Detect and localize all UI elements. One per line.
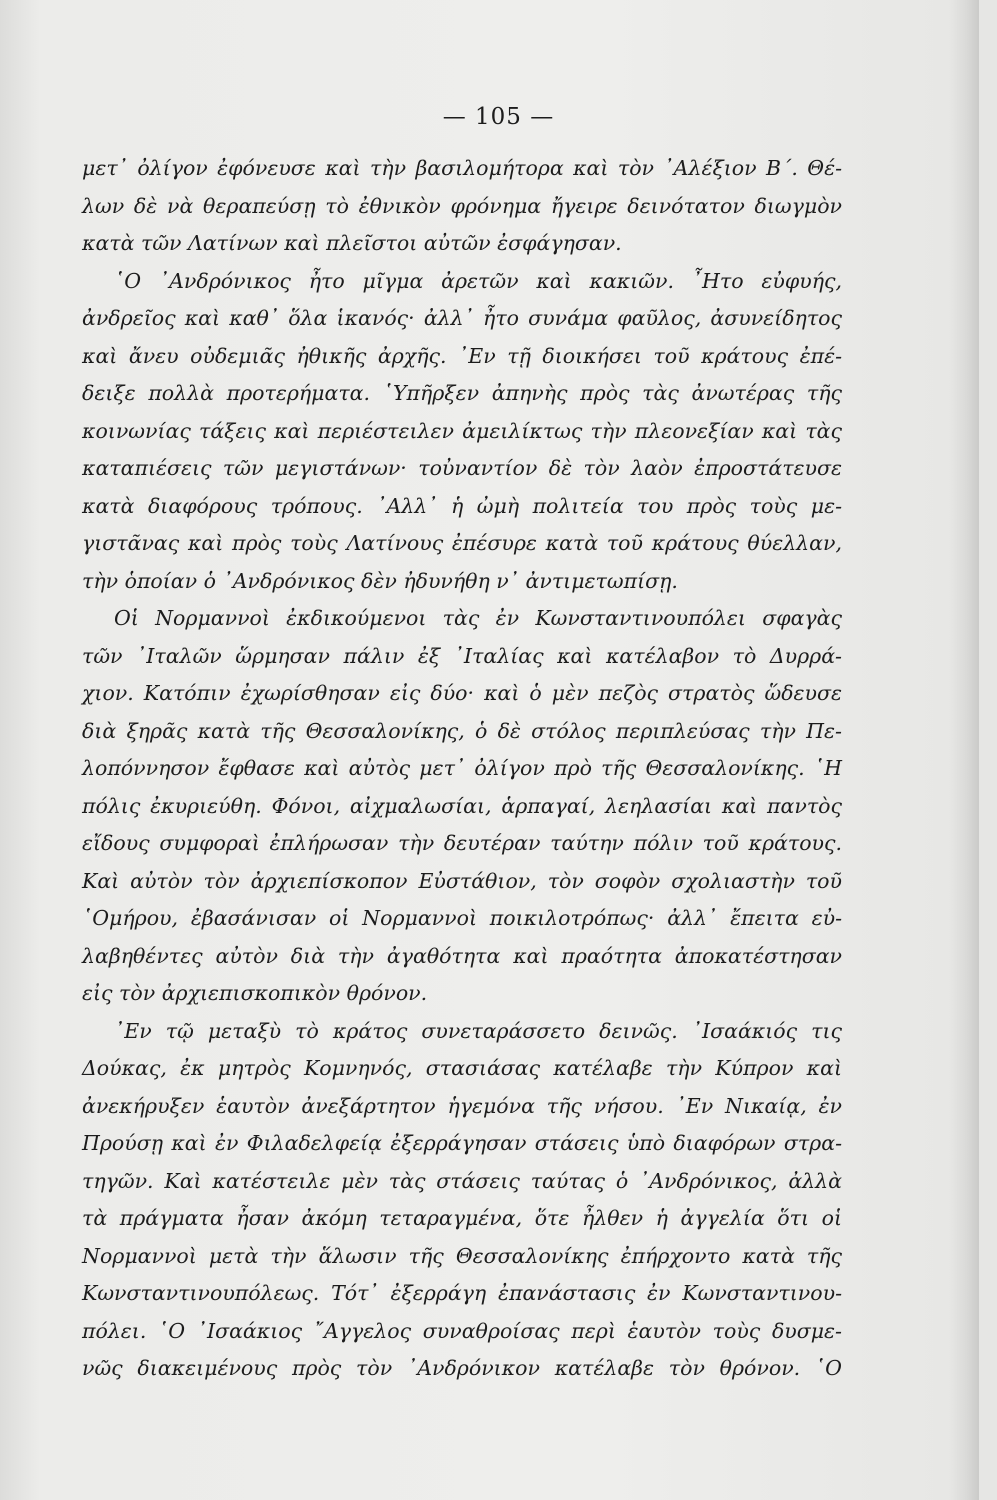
page-number: — 105 — [442,104,555,130]
body-text [82,150,842,1388]
text-line: Νορμαννοὶ μετὰ τὴν ἅλωσιν τῆς Θεσσαλονίκης ἐπήρχοντο κατὰ τῆς [82,1243,842,1268]
text-line: τὴν ὁποίαν ὁ ᾽Ανδρόνικος δὲν ἠδυνήθη ν᾽ ἀντιμετωπίσῃ. [82,568,678,593]
text-line: νῶς διακειμένους πρὸς τὸν ᾽Ανδρόνικον κατέλαβε τὸν θρόνον. ῾Ο [82,1356,842,1380]
text-line: ἀνεκήρυξεν ἑαυτὸν ἀνεξάρτητον ἡγεμόνα τῆς νήσου. ᾽Εν Νικαίᾳ, ἐν [82,1093,842,1118]
text-line: ᾽Εν τῷ μεταξὺ τὸ κράτος συνεταράσσετο δεινῶς. ᾽Ισαάκιός τις [114,1018,842,1043]
text-line: καταπιέσεις τῶν μεγιστάνων· τοὐναντίον δὲ τὸν λαὸν ἐπροστάτευσε [82,456,842,480]
text-line: τὰ πράγματα ἦσαν ἀκόμη τεταραγμένα, ὅτε ἦλθεν ἡ ἀγγελία ὅτι οἱ [82,1206,842,1230]
text-line: ῾Ο ᾽Ανδρόνικος ἦτο μῖγμα ἀρετῶν καὶ κακιῶν. ῏Ητο εὐφυής, [114,268,842,293]
text-line: γιστᾶνας καὶ πρὸς τοὺς Λατίνους ἐπέσυρε κατὰ τοῦ κράτους θύελλαν, [82,531,842,555]
text-line: Κωνσταντινουπόλεως. Τότ᾽ ἐξερράγη ἐπανάστασις ἐν Κωνσταντινου- [82,1281,842,1305]
text-line: κατὰ τῶν Λατίνων καὶ πλεῖστοι αὐτῶν ἐσφάγησαν. [82,231,622,255]
text-line: πόλει. ῾Ο ᾽Ισαάκιος ῎Αγγελος συναθροίσας περὶ ἑαυτὸν τοὺς δυσμε- [82,1318,842,1343]
text-line: λοπόννησον ἔφθασε καὶ αὐτὸς μετ᾽ ὀλίγον πρὸ τῆς Θεσσαλονίκης. ῾Η [82,756,842,780]
text-line: χιον. Κατόπιν ἐχωρίσθησαν εἰς δύο· καὶ ὁ μὲν πεζὸς στρατὸς ὥδευσε [82,681,842,705]
text-line: κοινωνίας τάξεις καὶ περιέστειλεν ἀμειλίκτως τὴν πλεονεξίαν καὶ τὰς [82,418,842,443]
text-line: καὶ ἄνευ οὐδεμιᾶς ἠθικῆς ἀρχῆς. ᾽Εν τῇ διοικήσει τοῦ κράτους ἐπέ- [82,343,842,368]
text-line: διὰ ξηρᾶς κατὰ τῆς Θεσσαλονίκης, ὁ δὲ στόλος περιπλεύσας τὴν Πε- [82,718,842,743]
text-line: μετ᾽ ὀλίγον ἐφόνευσε καὶ τὴν βασιλομήτορα καὶ τὸν ᾽Αλέξιον Β΄. Θέ- [82,156,842,180]
text-line: Οἱ Νορμαννοὶ ἐκδικούμενοι τὰς ἐν Κωνσταντινουπόλει σφαγὰς [114,606,842,630]
text-line: τηγῶν. Καὶ κατέστειλε μὲν τὰς στάσεις ταύτας ὁ ᾽Ανδρόνικος, ἀλλὰ [82,1168,842,1193]
text-line: πόλις ἐκυριεύθη. Φόνοι, αἰχμαλωσίαι, ἁρπαγαί, λεηλασίαι καὶ παντὸς [82,793,842,818]
text-line: λων δὲ νὰ θεραπεύσῃ τὸ ἐθνικὸν φρόνημα ἤγειρε δεινότατον διωγμὸν [82,193,842,218]
text-line: εἰς τὸν ἀρχιεπισκοπικὸν θρόνον. [82,981,428,1005]
page-edge-shadow [949,0,979,1500]
text-line: λαβηθέντες αὐτὸν διὰ τὴν ἀγαθότητα καὶ πραότητα ἀποκατέστησαν [82,943,842,968]
text-line: ἀνδρεῖος καὶ καθ᾽ ὅλα ἱκανός· ἀλλ᾽ ἦτο συνάμα φαῦλος, ἀσυνείδητος [82,306,842,330]
text-line: τῶν ᾽Ιταλῶν ὥρμησαν πάλιν ἐξ ᾽Ιταλίας καὶ κατέλαβον τὸ Δυρρά- [82,643,842,668]
text-line: Δούκας, ἐκ μητρὸς Κομνηνός, στασιάσας κατέλαβε τὴν Κύπρον καὶ [82,1056,842,1080]
text-line: εἴδους συμφοραὶ ἐπλήρωσαν τὴν δευτέραν ταύτην πόλιν τοῦ κράτους. [82,831,842,855]
text-line: Προύσῃ καὶ ἐν Φιλαδελφείᾳ ἐξερράγησαν στάσεις ὑπὸ διαφόρων στρα- [82,1131,842,1155]
text-line: κατὰ διαφόρους τρόπους. ᾽Αλλ᾽ ἡ ὠμὴ πολιτεία του πρὸς τοὺς με- [82,493,842,518]
text-line: ῾Ομήρου, ἐβασάνισαν οἱ Νορμαννοὶ ποικιλοτρόπως· ἀλλ᾽ ἔπειτα εὐ- [82,906,842,930]
text-line: Καὶ αὐτὸν τὸν ἀρχιεπίσκοπον Εὐστάθιον, τὸν σοφὸν σχολιαστὴν τοῦ [82,868,842,893]
text-line: δειξε πολλὰ προτερήματα. ῾Υπῆρξεν ἀπηνὴς πρὸς τὰς ἀνωτέρας τῆς [82,381,842,405]
